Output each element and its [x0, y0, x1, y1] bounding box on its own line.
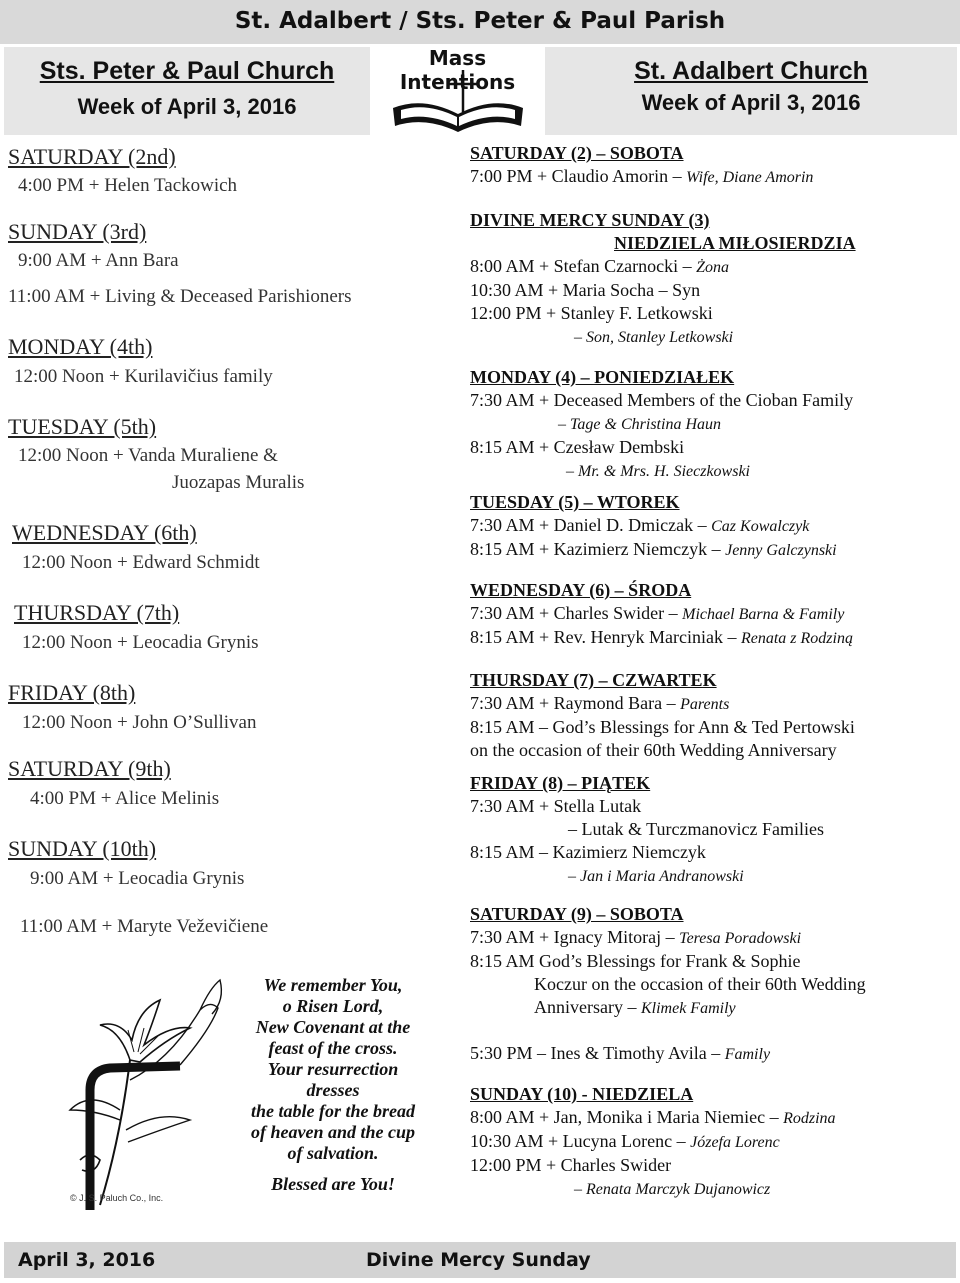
day-heading-polish: NIEDZIELA MIŁOSIERDZIA: [614, 233, 856, 253]
mass-donor: – Lutak & Turczmanovicz Families: [568, 819, 824, 839]
left-church-header: [4, 47, 370, 135]
parish-title: St. Adalbert / Sts. Peter & Paul Parish: [234, 8, 726, 34]
mass-intention: 9:00 AM + Leocadia Grynis: [30, 868, 245, 889]
poem-line: of salvation.: [287, 1143, 379, 1163]
mass-donor: – Mr. & Mrs. H. Sieczkowski: [566, 463, 750, 480]
copyright-notice: © J. S. Paluch Co., Inc.: [70, 1193, 164, 1203]
day-block: [470, 903, 958, 1066]
day-block: [470, 1083, 958, 1201]
day-heading: SATURDAY (2) – SOBOTA: [470, 143, 684, 163]
open-book-cross-icon: [383, 66, 533, 136]
mass-intention: 10:30 AM + Lucyna Lorenc – Józefa Lorenc: [470, 1131, 780, 1151]
mass-intention: 11:00 AM + Living & Deceased Parishioners: [8, 286, 352, 307]
poem-line: Your resurrection: [267, 1059, 399, 1079]
mass-intention: 9:00 AM + Ann Bara: [18, 250, 179, 271]
left-week: Week of April 3, 2016: [77, 94, 297, 119]
mass-intention: Koczur on the occasion of their 60th Wedding: [534, 974, 866, 994]
day-block: [470, 669, 958, 762]
day-heading: FRIDAY (8th): [8, 680, 136, 705]
poem-closing: Blessed are You!: [271, 1174, 395, 1194]
poem-line: of heaven and the cup: [251, 1122, 415, 1142]
easter-poem: [228, 975, 438, 1195]
mass-intention: 12:00 Noon + Edward Schmidt: [22, 552, 260, 573]
mass-intention: 10:30 AM + Maria Socha – Syn: [470, 280, 701, 300]
mass-intention: 4:00 PM + Helen Tackowich: [18, 175, 238, 196]
day-heading: SUNDAY (10) - NIEDZIELA: [470, 1084, 694, 1104]
mass-intention: 8:15 AM + Kazimierz Niemczyk – Jenny Galczynski: [470, 539, 837, 559]
mass-intention: 12:00 PM + Charles Swider: [470, 1155, 672, 1175]
day-heading: DIVINE MERCY SUNDAY (3): [470, 210, 710, 230]
parish-banner: [0, 0, 960, 44]
day-heading: FRIDAY (8) – PIĄTEK: [470, 773, 651, 793]
left-church-name: Sts. Peter & Paul Church: [39, 57, 335, 85]
footer-bar: [4, 1242, 956, 1278]
mass-intentions-logo: [375, 44, 540, 136]
mass-intention: 4:00 PM + Alice Melinis: [30, 788, 220, 809]
day-heading: TUESDAY (5) – WTOREK: [470, 492, 680, 512]
day-block: [470, 142, 958, 189]
mass-donor: – Jan i Maria Andranowski: [568, 868, 744, 885]
mass-intention: 8:15 AM God’s Blessings for Frank & Sophie: [470, 951, 801, 971]
mass-intention: 7:30 AM + Charles Swider – Michael Barna & Family: [470, 603, 845, 623]
footer-date: April 3, 2016: [18, 1249, 156, 1271]
day-heading: SATURDAY (9) – SOBOTA: [470, 904, 684, 924]
poem-line: the table for the bread: [251, 1101, 415, 1121]
poem-line: We remember You,: [263, 975, 403, 995]
mass-intention: Anniversary – Klimek Family: [534, 997, 736, 1017]
easter-lily-cross-icon: [60, 970, 240, 1210]
mass-intention: 7:30 AM + Daniel D. Dmiczak – Caz Kowalczyk: [470, 515, 810, 535]
mass-intention: 7:30 AM + Ignacy Mitoraj – Teresa Poradowski: [470, 927, 802, 947]
mass-intention: 7:30 AM + Raymond Bara – Parents: [470, 693, 730, 713]
mass-intention: on the occasion of their 60th Wedding Anniversary: [470, 740, 837, 760]
footer-feast: Divine Mercy Sunday: [366, 1249, 591, 1271]
mass-intention: 8:15 AM + Czesław Dembski: [470, 437, 685, 457]
mass-intention: 11:00 AM + Maryte Veževičiene: [20, 916, 269, 937]
mass-intention: 8:15 AM + Rev. Henryk Marciniak – Renata z Rodziną: [470, 627, 853, 647]
mass-intention: 7:00 PM + Claudio Amorin – Wife, Diane Amorin: [470, 166, 814, 186]
day-heading: MONDAY (4) – PONIEDZIAŁEK: [470, 367, 735, 387]
day-heading: WEDNESDAY (6) – ŚRODA: [470, 580, 692, 600]
day-block: [470, 491, 958, 562]
mass-intention: 12:00 PM + Stanley F. Letkowski: [470, 303, 713, 323]
day-heading: TUESDAY (5th): [8, 414, 157, 439]
mass-intention: 12:00 Noon + Vanda Muraliene &: [18, 445, 278, 466]
mass-intention: 12:00 Noon + Kurilavičius family: [14, 366, 273, 387]
day-heading: SATURDAY (9th): [8, 756, 171, 781]
mass-intention: Juozapas Muralis: [172, 472, 305, 493]
mass-intention: 12:00 Noon + John O’Sullivan: [22, 712, 257, 733]
day-heading: MONDAY (4th): [8, 334, 153, 359]
day-heading: SUNDAY (3rd): [8, 219, 147, 244]
day-heading: THURSDAY (7) – CZWARTEK: [470, 670, 717, 690]
day-heading: SATURDAY (2nd): [8, 144, 176, 169]
mass-intention: 12:00 Noon + Leocadia Grynis: [22, 632, 259, 653]
day-heading: SUNDAY (10th): [8, 836, 157, 861]
mass-intention: 7:30 AM + Stella Lutak: [470, 796, 642, 816]
poem-line: feast of the cross.: [268, 1038, 398, 1058]
day-heading: WEDNESDAY (6th): [12, 520, 197, 545]
mass-intention: 7:30 AM + Deceased Members of the Cioban Family: [470, 390, 854, 410]
poem-line: o Risen Lord,: [282, 996, 384, 1016]
day-block: [470, 579, 958, 650]
logo-title: Mass Intentions: [399, 46, 516, 94]
right-week: Week of April 3, 2016: [641, 90, 861, 115]
day-heading: THURSDAY (7th): [14, 600, 180, 625]
right-church-header: [545, 47, 957, 135]
mass-intention: 5:30 PM – Ines & Timothy Avila – Family: [470, 1043, 771, 1063]
poem-line: New Covenant at the: [255, 1017, 411, 1037]
day-block: [470, 209, 958, 349]
mass-donor: – Son, Stanley Letkowski: [574, 329, 734, 346]
mass-intention: 8:15 AM – God’s Blessings for Ann & Ted Pertowski: [470, 717, 855, 737]
mass-intention: 8:00 AM + Stefan Czarnocki – Żona: [470, 256, 730, 276]
day-block: [470, 366, 958, 483]
mass-donor: – Tage & Christina Haun: [558, 416, 721, 433]
poem-line: dresses: [306, 1080, 360, 1100]
day-block: [470, 772, 958, 888]
right-church-name: St. Adalbert Church: [634, 57, 868, 85]
mass-donor: – Renata Marczyk Dujanowicz: [574, 1181, 771, 1198]
mass-intention: 8:15 AM – Kazimierz Niemczyk: [470, 842, 706, 862]
mass-intention: 8:00 AM + Jan, Monika i Maria Niemiec – Rodzina: [470, 1107, 836, 1127]
